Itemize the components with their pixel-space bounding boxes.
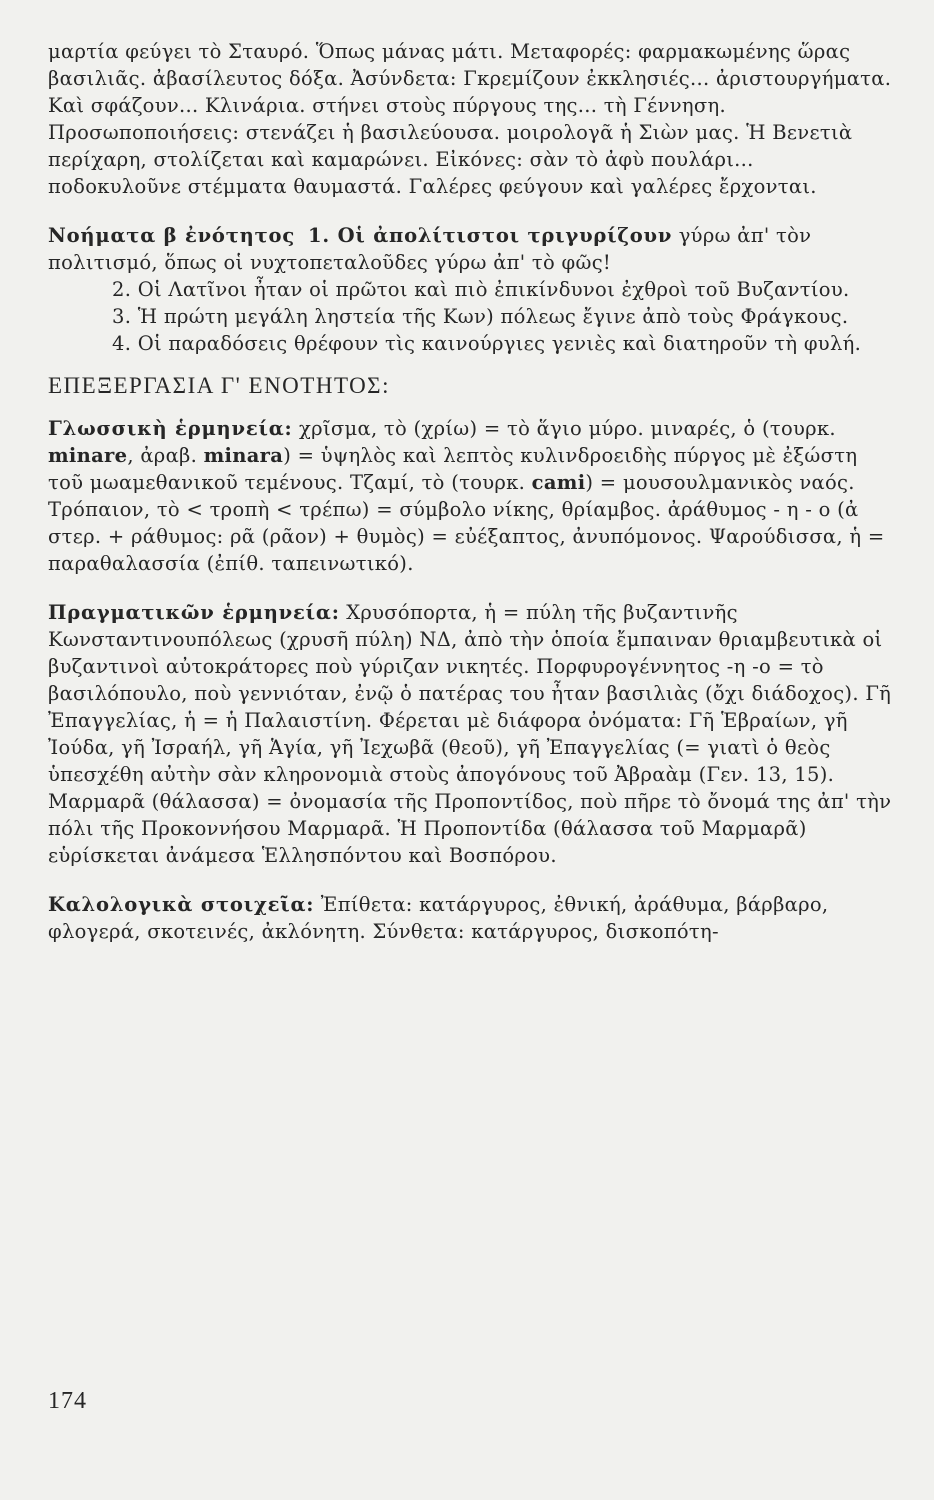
aesthetic-text: Ἐπίθετα: κατάργυρος, ἐθνική, ἀράθυμα, βάρβαρο, φλογερά, σκοτεινές, ἀκλόνητη. Σύνθετα: κατάργυρος, δισκοπότη-: [48, 893, 829, 943]
linguistic-interpretation: [48, 415, 892, 577]
linguistic-term-cami: cami: [531, 471, 586, 494]
thought-item-2: 2. Οἱ Λατῖνοι ἦταν οἱ πρῶτοι καὶ πιὸ ἐπικίνδυνοι ἐχθροὶ τοῦ Βυζαντίου.: [112, 278, 850, 301]
linguistic-text-b: , ἀραβ.: [127, 444, 204, 467]
thought-item-1: [48, 222, 892, 276]
factual-interpretation: [48, 599, 892, 869]
factual-label: Πραγματικῶν ἑρμηνεία:: [48, 601, 340, 624]
linguistic-label: Γλωσσικὴ ἑρμηνεία:: [48, 417, 293, 440]
thought-item-1-bold: 1. Οἱ ἀπολίτιστοι τριγυρίζουν: [308, 224, 673, 247]
thoughts-section: [48, 222, 892, 357]
thoughts-heading: Νοήματα β ἐνότητος: [48, 224, 296, 247]
linguistic-text-c: ) = ὑψηλὸς καὶ λεπτὸς κυλινδροειδὴς πύργος μὲ ἐξώστη τοῦ μωαμεθανικοῦ τεμένους. Τζαμί, τὸ (τουρκ.: [48, 444, 858, 494]
page-number: 174: [48, 1388, 87, 1414]
thought-item-4: 4. Οἱ παραδόσεις θρέφουν τὶς καινούργιες γενιὲς καὶ διατηροῦν τὴ φυλή.: [112, 332, 862, 355]
linguistic-text-d: ) = μουσουλμανικὸς ναός. Τρόπαιον, τὸ < τροπὴ < τρέπω) = σύμβολο νίκης, θρίαμβος. ἀράθυμος - η - ο (ἀ στερ. + ράθυμος: ρᾶ (ρᾶον) + θυμὸς) = εὐέξαπτος, ἀνυπόμονος. Ψαρούδισσα, ἡ = παραθαλασσία (ἐπίθ. ταπεινωτικό).: [48, 471, 885, 575]
factual-text: Χρυσόπορτα, ἡ = πύλη τῆς βυζαντινῆς Κωνσταντινουπόλεως (χρυσῆ πύλη) ΝΔ, ἀπὸ τὴν ὁποία ἔμπαιναν θριαμβευτικὰ οἱ βυζαντινοὶ αὐτοκράτορες ποὺ γύριζαν νικητές. Πορφυρογέννητος -η -ο = τὸ βασιλόπουλο, ποὺ γεννιόταν, ἐνῷ ὁ πατέρας του ἦταν βασιλιὰς (ὄχι διάδοχος). Γῆ Ἐπαγγελίας, ἡ = ἡ Παλαιστίνη. Φέρεται μὲ διάφορα ὀνόματα: Γῆ Ἑβραίων, γῆ Ἰούδα, γῆ Ἰσραήλ, γῆ Ἁγία, γῆ Ἰεχωβᾶ (θεοῦ), γῆ Ἐπαγγελίας (= γιατὶ ὁ θεὸς ὑπεσχέθη αὐτὴν σὰν κληρονομιὰ στοὺς ἀπογόνους τοῦ Ἀβραὰμ (Γεν. 13, 15). Μαρμαρᾶ (θάλασσα) = ὀνομασία τῆς Προποντίδος, ποὺ πῆρε τὸ ὄνομά της ἀπ' τὴν πόλι τῆς Προκοννήσου Μαρμαρᾶ. Ἡ Προποντίδα (θάλασσα τοῦ Μαρμαρᾶ) εὑρίσκεται ἀνάμεσα Ἑλλησπόντου καὶ Βοσπόρου.: [48, 601, 892, 867]
aesthetic-elements: [48, 891, 892, 945]
linguistic-term-minare: minare: [48, 444, 128, 467]
linguistic-text-a: χρῖσμα, τὸ (χρίω) = τὸ ἅγιο μύρο. μιναρές, ὁ (τουρκ.: [292, 417, 836, 440]
thought-item-1-text: γύρω ἀπ' τὸν πολιτισμό, ὅπως οἱ νυχτοπεταλοῦδες γύρω ἀπ' τὸ φῶς!: [48, 224, 812, 274]
linguistic-term-minara: minara: [203, 444, 284, 467]
page-body: [48, 38, 892, 945]
aesthetic-label: Καλολογικὰ στοιχεῖα:: [48, 893, 315, 916]
section-heading: ΕΠΕΞΕΡΓΑΣΙΑ Γ' ΕΝΟΤΗΤΟΣ:: [48, 373, 390, 398]
intro-paragraph: μαρτία φεύγει τὸ Σταυρό. Ὅπως μάνας μάτι. Μεταφορές: φαρμακωμένης ὥρας βασιλιᾶς. ἀβασίλευτος δόξα. Ἀσύνδετα: Γκρεμίζουν ἐκκλησιές... ἀριστουργήματα. Καὶ σφάζουν... Κλινάρια. στήνει στοὺς πύργους της... τὴ Γέννηση. Προσωποποιήσεις: στενάζει ἡ βασιλεύουσα. μοιρολογᾶ ἡ Σιὼν μας. Ἡ Βενετιὰ περίχαρη, στολίζεται καὶ καμαρώνει. Εἰκόνες: σὰν τὸ ἀφὺ πουλάρι... ποδοκυλοῦνε στέμματα θαυμαστά. Γαλέρες φεύγουν καὶ γαλέρες ἔρχονται.: [48, 40, 892, 198]
thought-item-3: 3. Ἡ πρώτη μεγάλη ληστεία τῆς Κων) πόλεως ἔγινε ἀπὸ τοὺς Φράγκους.: [112, 305, 849, 328]
